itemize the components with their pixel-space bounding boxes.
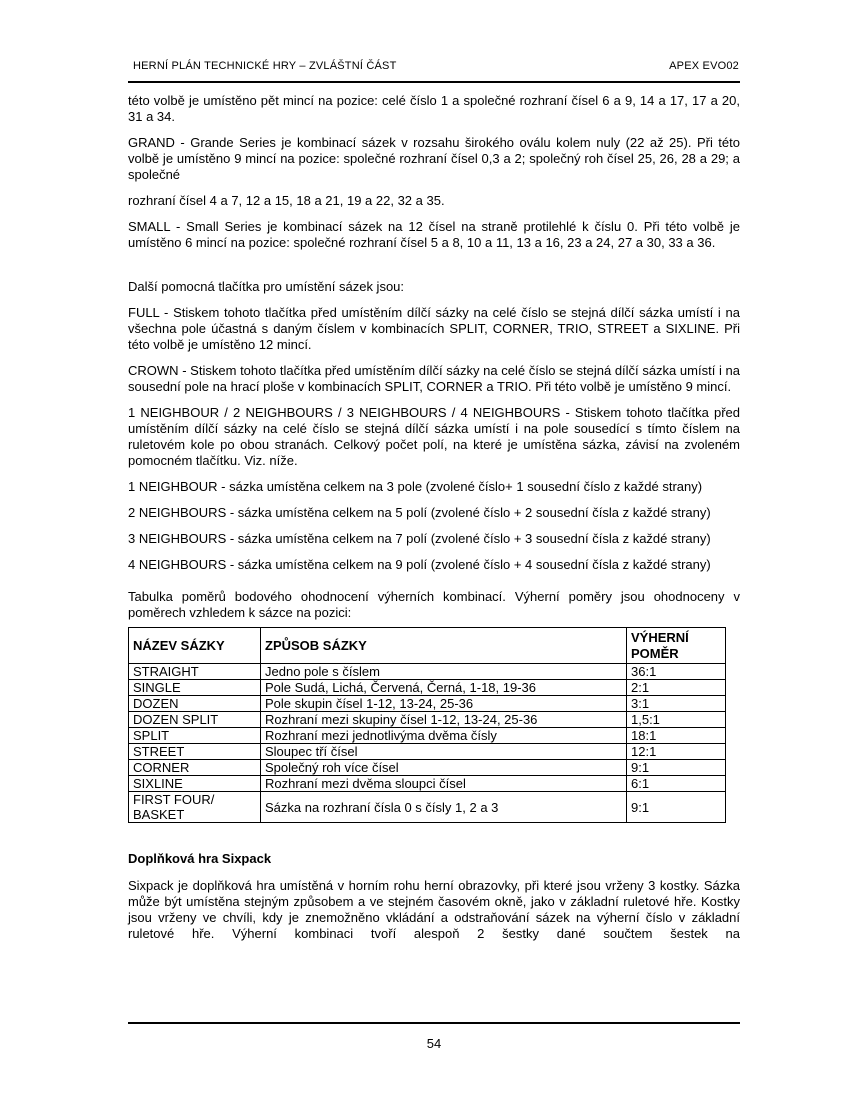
paragraph-4-neighbours: 4 NEIGHBOURS - sázka umístěna celkem na 9 polí (zvolené číslo + 4 sousední čísla z každé strany) <box>128 557 711 572</box>
paragraph-table-intro: Tabulka poměrů bodového ohodnocení výherních kombinací. Výherní poměry jsou ohodnoceny v poměrech vzhledem k sázce na pozici: <box>128 589 740 620</box>
table-cell: 36:1 <box>627 664 726 680</box>
table-row <box>129 744 726 760</box>
paragraph-intro-continuation: této volbě je umístěno pět mincí na pozice: celé číslo 1 a společné rozhraní čísel 6 a 9, 14 a 17, 17 a 20, 31 a 34. <box>128 93 740 124</box>
table-cell: Sázka na rozhraní čísla 0 s čísly 1, 2 a 3 <box>261 792 627 823</box>
paragraph-3-neighbours: 3 NEIGHBOURS - sázka umístěna celkem na 7 polí (zvolené číslo + 3 sousední čísla z každé strany) <box>128 531 711 546</box>
header-title: HERNÍ PLÁN TECHNICKÉ HRY – ZVLÁŠTNÍ ČÁST <box>133 60 397 72</box>
paragraph-crown: CROWN - Stiskem tohoto tlačítka před umístěním dílčí sázky na celé číslo se stejná dílčí sázka umístí i na sousední pole na hrací ploše v kombinacích SPLIT, CORNER a TRIO. Při této volbě je umístěno 9 mincí. <box>128 363 740 394</box>
table-cell: Rozhraní mezi jednotlivýma dvěma čísly <box>261 728 627 744</box>
paragraph-neighbours: 1 NEIGHBOUR / 2 NEIGHBOURS / 3 NEIGHBOURS / 4 NEIGHBOURS - Stiskem tohoto tlačítka před umístěním dílčí sázky na celé číslo se stejná dílčí sázka umístí i na pole sousedící s tímto číslem na ruletovém kole po obou stranách. Celkový počet polí, na které je umístěna sázka, závisí na zvoleném pomocném tlačítku. Viz. níže. <box>128 405 740 468</box>
paragraph-small: SMALL - Small Series je kombinací sázek na 12 čísel na straně protilehlé k číslu 0. Při této volbě je umístěno 6 mincí na pozice: společné rozhraní čísel 5 a 8, 10 a 11, 13 a 16, 23 a 24, 27 a 30, 33 a 36. <box>128 219 740 250</box>
table-header-cell-payout-ratio: VÝHERNÍ POMĚR <box>627 628 726 664</box>
paragraph-buttons-intro: Další pomocná tlačítka pro umístění sázek jsou: <box>128 279 405 294</box>
table-row <box>129 680 726 696</box>
table-cell: 18:1 <box>627 728 726 744</box>
table-cell: Jedno pole s číslem <box>261 664 627 680</box>
table-cell: DOZEN <box>129 696 261 712</box>
table-cell: Sloupec tří čísel <box>261 744 627 760</box>
table-cell: SPLIT <box>129 728 261 744</box>
table-cell: 1,5:1 <box>627 712 726 728</box>
payout-table-body <box>129 664 726 823</box>
table-cell: STREET <box>129 744 261 760</box>
table-row <box>129 696 726 712</box>
table-cell: SIXLINE <box>129 776 261 792</box>
table-row <box>129 664 726 680</box>
table-cell: Rozhraní mezi skupiny čísel 1-12, 13-24, 25-36 <box>261 712 627 728</box>
table-cell: CORNER <box>129 760 261 776</box>
table-header-cell-bet-name: NÁZEV SÁZKY <box>129 628 261 664</box>
table-cell: 6:1 <box>627 776 726 792</box>
paragraph-grand: GRAND - Grande Series je kombinací sázek v rozsahu širokého oválu kolem nuly (22 až 25). Při této volbě je umístěno 9 mincí na pozice: společné rozhraní čísel 0,3 a 2; společný roh čísel 25, 26, 28 a 29; a společné <box>128 135 740 182</box>
page-header <box>128 60 740 83</box>
table-row <box>129 712 726 728</box>
table-row <box>129 760 726 776</box>
table-cell: 3:1 <box>627 696 726 712</box>
table-cell: Pole Sudá, Lichá, Červená, Černá, 1-18, 19-36 <box>261 680 627 696</box>
table-cell: DOZEN SPLIT <box>129 712 261 728</box>
paragraph-full: FULL - Stiskem tohoto tlačítka před umístěním dílčí sázky na celé číslo se stejná dílčí sázka umístí i na všechna pole účastná s daným číslem v kombinacích SPLIT, CORNER, TRIO, STREET a SIXLINE. Při této volbě je umístěno 12 mincí. <box>128 305 740 352</box>
header-doc-code: APEX EVO02 <box>669 60 739 72</box>
table-cell: 2:1 <box>627 680 726 696</box>
page-number: 54 <box>426 1036 442 1051</box>
table-header-row <box>129 628 726 664</box>
table-cell: 12:1 <box>627 744 726 760</box>
table-cell: 9:1 <box>627 760 726 776</box>
page-footer <box>128 1022 740 1051</box>
section-heading: Doplňková hra Sixpack <box>128 851 272 866</box>
table-cell: Rozhraní mezi dvěma sloupci čísel <box>261 776 627 792</box>
table-row <box>129 728 726 744</box>
table-cell: Pole skupin čísel 1-12, 13-24, 25-36 <box>261 696 627 712</box>
paragraph-2-neighbours: 2 NEIGHBOURS - sázka umístěna celkem na 5 polí (zvolené číslo + 2 sousední čísla z každé strany) <box>128 505 711 520</box>
paragraph-sixpack: Sixpack je doplňková hra umístěná v horním rohu herní obrazovky, při které jsou vrženy 3 kostky. Sázka může být umístěna stejným způsobem a ve stejném časovém okně, jako v základní ruletové hře. Kostky jsou vrženy ve chvíli, kdy je znemožněno vkládání a odstraňování sázek na výherní číslo v základní ruletové hře. Výherní kombinaci tvoří alespoň 2 šestky dané součtem šestek na <box>128 878 740 941</box>
table-cell: FIRST FOUR/ BASKET <box>129 792 261 823</box>
table-cell: STRAIGHT <box>129 664 261 680</box>
table-cell: Společný roh více čísel <box>261 760 627 776</box>
paragraph-grand-continuation: rozhraní čísel 4 a 7, 12 a 15, 18 a 21, 19 a 22, 32 a 35. <box>128 193 445 208</box>
table-row <box>129 792 726 823</box>
table-header-cell-bet-method: ZPŮSOB SÁZKY <box>261 628 627 664</box>
paragraph-1-neighbour: 1 NEIGHBOUR - sázka umístěna celkem na 3 pole (zvolené číslo+ 1 sousední číslo z každé strany) <box>128 479 703 494</box>
payout-table <box>128 627 726 823</box>
page-content <box>128 60 740 942</box>
table-row <box>129 776 726 792</box>
table-cell: 9:1 <box>627 792 726 823</box>
table-cell: SINGLE <box>129 680 261 696</box>
